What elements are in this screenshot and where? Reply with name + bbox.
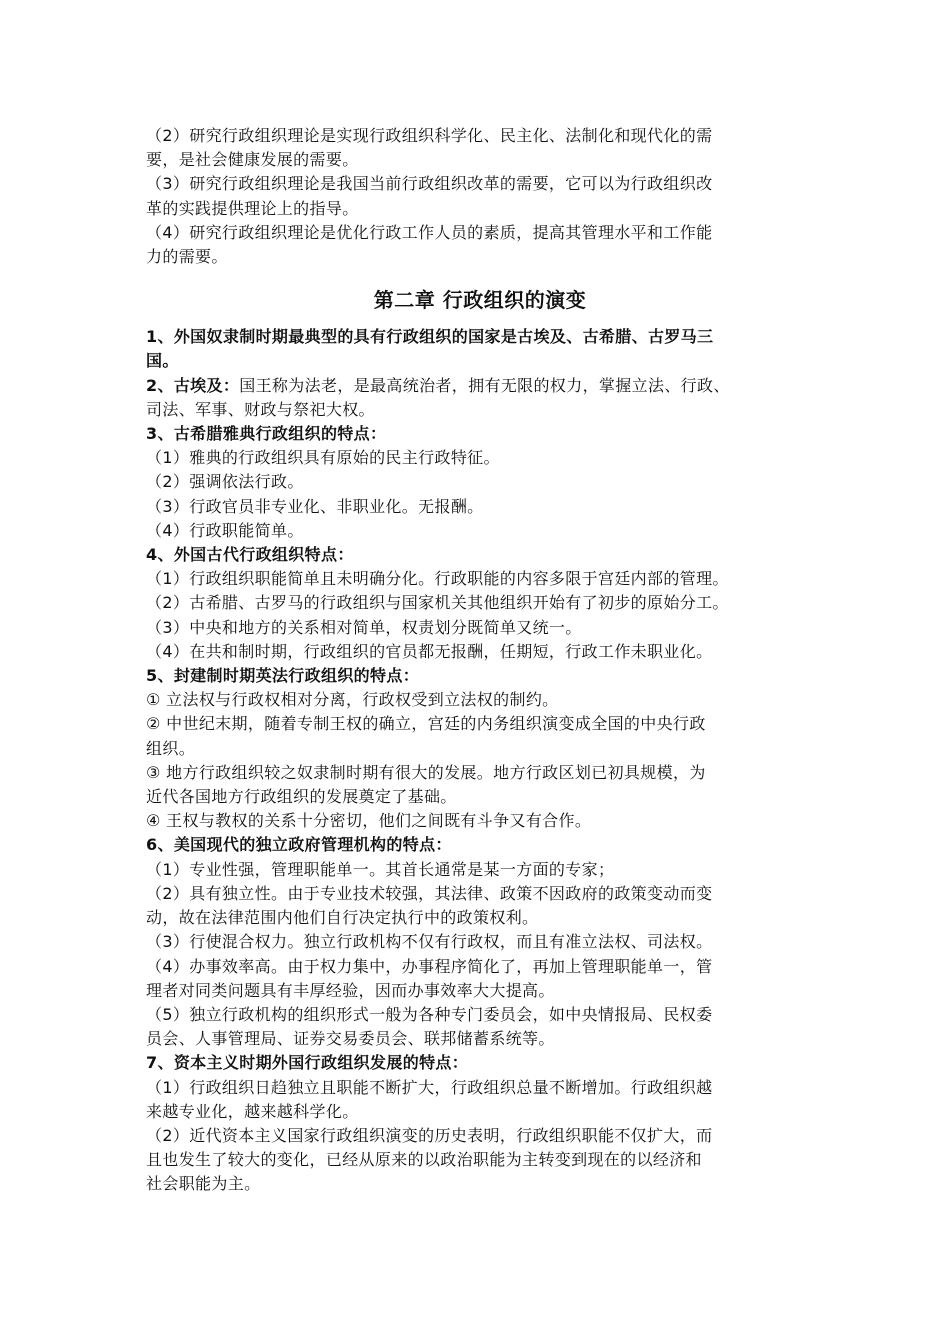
section-heading: 5、封建制时期英法行政组织的特点： <box>146 666 420 686</box>
intro-line: 力的需要。 <box>146 247 228 267</box>
body-line: 理者对同类问题具有丰厚经验，因而办事效率大大提高。 <box>146 980 555 1000</box>
body-line: （5）独立行政机构的组织形式一般为各种专门委员会，如中央情报局、民权委 <box>146 1004 713 1024</box>
intro-line: （4）研究行政组织理论是优化行政工作人员的素质，提高其管理水平和工作能 <box>146 222 713 242</box>
body-line: （3）行政官员非专业化、非职业化。无报酬。 <box>146 496 484 516</box>
body-line: （2）强调依法行政。 <box>146 472 304 492</box>
body-line: ③ 地方行政组织较之奴隶制时期有很大的发展。地方行政区划已初具规模，为 <box>146 762 706 782</box>
section-heading: 7、资本主义时期外国行政组织发展的特点： <box>146 1053 469 1073</box>
body-line: （2）古希腊、古罗马的行政组织与国家机关其他组织开始有了初步的原始分工。 <box>146 593 729 613</box>
section-heading: 国。 <box>146 351 179 371</box>
body-line: ④ 王权与教权的关系十分密切，他们之间既有斗争又有合作。 <box>146 811 592 831</box>
body-line <box>146 374 814 398</box>
body-line: 组织。 <box>146 738 196 758</box>
body-line: 员会、人事管理局、证券交易委员会、联邦储蓄系统等。 <box>146 1029 555 1049</box>
body-line: （3）行使混合权力。独立行政机构不仅有行政权，而且有准立法权、司法权。 <box>146 932 713 952</box>
body-line: （2）具有独立性。由于专业技术较强，其法律、政策不因政府的政策变动而变 <box>146 883 713 903</box>
intro-section <box>146 124 814 269</box>
body-line: ② 中世纪末期，随着专制王权的确立，宫廷的内务组织演变成全国的中央行政 <box>146 714 706 734</box>
body-line: （1）行政组织职能简单且未明确分化。行政职能的内容多限于宫廷内部的管理。 <box>146 569 729 589</box>
body-line: 近代各国地方行政组织的发展奠定了基础。 <box>146 787 457 807</box>
body-line: 司法、军事、财政与祭祀大权。 <box>146 399 375 419</box>
body-line: 动，故在法律范围内他们自行决定执行中的政策权利。 <box>146 908 539 928</box>
section-heading: 2、古埃及： <box>146 375 240 395</box>
intro-line: 要，是社会健康发展的需要。 <box>146 150 359 170</box>
body-line: 社会职能为主。 <box>146 1174 261 1194</box>
body-line: （1）雅典的行政组织具有原始的民主行政特征。 <box>146 448 500 468</box>
body-line: ① 立法权与行政权相对分离，行政权受到立法权的制约。 <box>146 690 559 710</box>
chapter-body <box>146 325 814 1196</box>
intro-line: （2）研究行政组织理论是实现行政组织科学化、民主化、法制化和现代化的需 <box>146 126 713 145</box>
body-line: （1）行政组织日趋独立且职能不断扩大，行政组织总量不断增加。行政组织越 <box>146 1077 713 1097</box>
chapter-title: 第二章 行政组织的演变 <box>373 288 587 313</box>
document-content <box>146 124 814 1197</box>
body-line: （2）近代资本主义国家行政组织演变的历史表明，行政组织职能不仅扩大，而 <box>146 1125 713 1145</box>
body-line: （4）在共和制时期，行政组织的官员都无报酬，任期短，行政工作未职业化。 <box>146 641 713 661</box>
intro-line: （3）研究行政组织理论是我国当前行政组织改革的需要，它可以为行政组织改 <box>146 174 713 194</box>
body-line: （3）中央和地方的关系相对简单，权责划分既简单又统一。 <box>146 617 582 637</box>
body-line: （1）专业性强，管理职能单一。其首长通常是某一方面的专家； <box>146 859 615 879</box>
section-heading: 6、美国现代的独立政府管理机构的特点： <box>146 835 452 855</box>
body-line: （4）行政职能简单。 <box>146 520 304 540</box>
section-heading: 3、古希腊雅典行政组织的特点： <box>146 424 387 444</box>
intro-line: 革的实践提供理论上的指导。 <box>146 198 359 218</box>
body-text: 国王称为法老，是最高统治者，拥有无限的权力，掌握立法、行政、 <box>239 375 730 395</box>
body-line: 来越专业化，越来越科学化。 <box>146 1101 359 1121</box>
section-heading: 4、外国古代行政组织特点： <box>146 545 354 565</box>
body-line: （4）办事效率高。由于权力集中，办事程序简化了，再加上管理职能单一，管 <box>146 956 713 976</box>
section-heading: 1、外国奴隶制时期最典型的具有行政组织的国家是古埃及、古希腊、古罗马三 <box>146 327 714 347</box>
body-line: 且也发生了较大的变化，已经从原来的以政治职能为主转变到现在的以经济和 <box>146 1150 702 1170</box>
